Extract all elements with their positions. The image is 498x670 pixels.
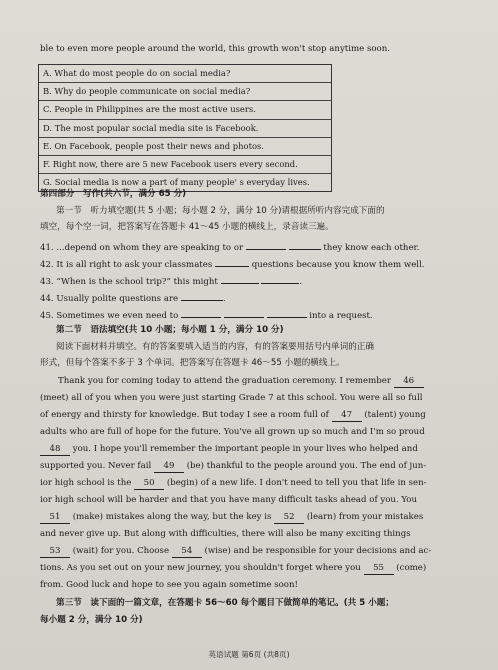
passage-line-13: from. Good luck and hope to see you again sometime soon! (40, 580, 298, 590)
options-box (38, 64, 332, 192)
q45-blank-3[interactable] (267, 308, 307, 318)
sec3-line1: 第三节 读下面的一篇文章，在答题卡 56～60 每个题目下做简单的笔记。(共 5 小题； (56, 598, 394, 608)
question-44: 44. Usually polite questions are . (40, 291, 484, 305)
sec3-line2: 每小题 2 分，满分 10 分) (40, 615, 143, 625)
q45-blank-1[interactable] (181, 308, 221, 318)
q42-text-a: 42. It is all right to ask your classmates (40, 260, 213, 270)
passage-text: (wait) for you. Choose (72, 546, 170, 556)
q41-text-a: 41. ...depend on whom they are speaking to or (40, 243, 244, 253)
sec1-title: 第一节 听力填空题(共 5 小题；每小题 2 分，满分 10 分)请根据所听内容完成下面的 (56, 206, 385, 216)
option-g: G. Social media is now a part of many people' s everyday lives. (43, 177, 310, 188)
q45-text-a: 45. Sometimes we even need to (40, 311, 179, 321)
sec2-inst1: 阅读下面材料并填空。有的答案要填入适当的内容，有的答案要用括号内单词的正确 (56, 342, 374, 352)
option-c: C. People in Philippines are the most active users. (39, 101, 331, 119)
passage-line-7 (40, 478, 484, 490)
blank-49[interactable]: 49 (154, 461, 184, 473)
q44-text-a: 44. Usually polite questions are (40, 294, 179, 304)
blank-53[interactable]: 53 (40, 546, 70, 558)
passage-line-12 (40, 563, 484, 575)
q42-blank[interactable] (215, 257, 249, 267)
q43-blank-1[interactable] (221, 274, 259, 284)
q43-blank-2[interactable] (261, 274, 299, 284)
passage-line-6 (40, 461, 484, 473)
passage-line-9 (40, 512, 484, 524)
passage-text: supported you. Never fail (40, 461, 152, 471)
passage-text: (learn) from your mistakes (306, 512, 424, 522)
blank-46[interactable]: 46 (394, 376, 424, 388)
passage-text: (come) (396, 563, 427, 573)
option-f: F. Right now, there are 5 new Facebook users every second. (39, 156, 331, 174)
blank-50[interactable]: 50 (134, 478, 164, 490)
blank-55[interactable]: 55 (364, 563, 394, 575)
question-41 (40, 240, 484, 254)
passage-text: tions. As you set out on your new journey, you shouldn't forget where you (40, 563, 361, 573)
passage-line-1 (58, 376, 484, 388)
question-45 (40, 308, 484, 322)
sec2-title: 第二节 语法填空(共 10 小题；每小题 1 分，满分 10 分) (56, 325, 284, 335)
passage-line-8: ior high school will be harder and that you have many difficult tasks ahead of you. You (40, 495, 418, 505)
passage-text: (talent) young (364, 410, 426, 420)
passage-text: you. I hope you'll remember the important people in your lives who helped and (72, 444, 418, 454)
passage-line-10: and never give up. But along with difficulties, there will also be many exciting things (40, 529, 411, 539)
q41-blank-2[interactable] (289, 240, 321, 250)
sec2-inst2: 形式，但每个答案不多于 3 个单词。把答案写在答题卡 46～55 小题的横线上。 (40, 358, 345, 368)
question-42 (40, 257, 484, 271)
page-footer: 英语试题 第6页 (共8页) (208, 650, 290, 659)
passage-line-4: adults who are full of hope for the future. You've all grown up so much and I'm so proud (40, 427, 425, 437)
passage-text: (be) thankful to the people around you. The end of jun- (186, 461, 427, 471)
passage-text: (wise) and be responsible for your decisions and ac- (204, 546, 432, 556)
sec1-line2: 填空，每个空一词，把答案写在答题卡 41～45 小题的横线上，录音读三遍。 (40, 222, 334, 232)
option-a: A. What do most people do on social media? (39, 65, 331, 83)
q42-text-b: questions because you know them well. (251, 260, 425, 270)
blank-51[interactable]: 51 (40, 512, 70, 524)
passage-text: of energy and thirsty for knowledge. But today I see a room full of (40, 410, 329, 420)
intro-line: ble to even more people around the world, this growth won't stop anytime soon. (40, 44, 390, 54)
option-e: E. On Facebook, people post their news and photos. (39, 138, 331, 156)
part4-title: 第四部分 写作(共六节，满分 65 分) (40, 189, 187, 199)
passage-line-11 (40, 546, 484, 558)
q44-blank[interactable] (181, 291, 223, 301)
blank-48[interactable]: 48 (40, 444, 70, 456)
blank-52[interactable]: 52 (274, 512, 304, 524)
q41-text-b: they know each other. (323, 243, 420, 253)
passage-line-2: (meet) all of you when you were just starting Grade 7 at this school. You were all so full (40, 393, 423, 403)
passage-text: Thank you for coming today to attend the graduation ceremony. I remember (58, 376, 391, 386)
option-d: D. The most popular social media site is Facebook. (39, 120, 331, 138)
blank-47[interactable]: 47 (332, 410, 362, 422)
q43-text-a: 43. “When is the school trip?” this might (40, 277, 218, 287)
blank-54[interactable]: 54 (172, 546, 202, 558)
question-43: 43. “When is the school trip?” this might . (40, 274, 484, 288)
q41-blank-1[interactable] (246, 240, 286, 250)
passage-text: ior high school is the (40, 478, 132, 488)
passage-text: (begin) of a new life. I don't need to tell you that life in sen- (166, 478, 427, 488)
q45-blank-2[interactable] (224, 308, 264, 318)
passage-text: (make) mistakes along the way, but the key is (72, 512, 272, 522)
q45-text-b: into a request. (309, 311, 373, 321)
passage-line-3 (40, 410, 484, 422)
option-b: B. Why do people communicate on social media? (39, 83, 331, 101)
passage-line-5 (40, 444, 484, 456)
